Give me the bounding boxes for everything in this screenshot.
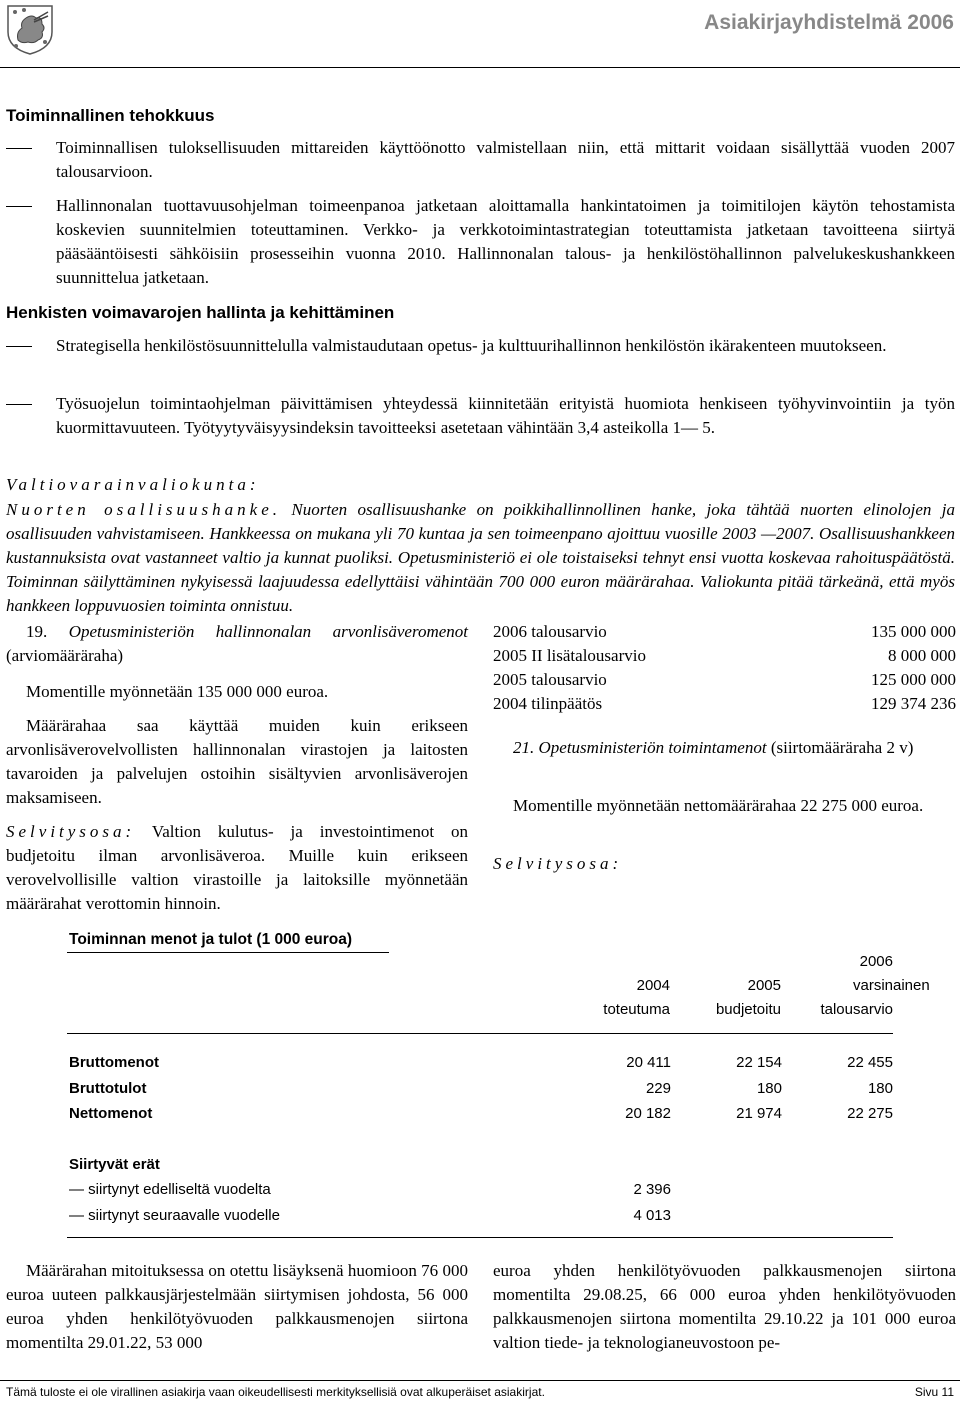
col-label: toteutuma	[603, 1001, 670, 1018]
committee-label: Valtiovarainvaliokunta:	[6, 475, 260, 494]
budget-value: 125 000 000	[871, 670, 956, 689]
cell-2004: 229	[645, 1079, 671, 1097]
row-label: Nettomenot	[69, 1105, 153, 1122]
committee-sub-label: Nuorten osallisuushanke.	[6, 500, 281, 519]
budget-row	[493, 644, 956, 668]
transfers-title: Siirtyvät erät	[69, 1155, 160, 1173]
row-label: Bruttotulot	[69, 1079, 147, 1097]
item-19-usage: Määrärahaa saa käyttää muiden kuin erikseen arvonlisäverovelvollisten hallinnonalan virastojen ja laitosten tavaroiden ja palvelujen ostoihin sisältyvien arvonlisäverojen maksamiseen.	[6, 716, 468, 807]
bottom-right-text: euroa yhden henkilötyövuoden palkkausmenojen siirtona momentilta 29.08.25, 66 000 euroa yhden henkilötyövuoden palkkausmenojen siirtona momentilta 29.10.22 ja 101 000 euroa valtion tiede- ja teknologianeuvostoon pe-	[493, 1261, 956, 1352]
budget-label: 2004 tilinpäätös	[493, 694, 603, 713]
coat-of-arms-logo	[4, 2, 56, 56]
header-divider	[0, 67, 960, 68]
item-21-title: Opetusministeriön toimintamenot	[538, 738, 767, 757]
ops-table-title: Toiminnan menot ja tulot (1 000 euroa)	[69, 931, 353, 948]
ops-table-body	[69, 1050, 893, 1228]
item-21-heading	[493, 736, 956, 760]
bullet-dash	[6, 206, 32, 207]
col-header-2004	[560, 974, 670, 1022]
table-row	[69, 1203, 893, 1229]
table-row	[69, 1050, 893, 1076]
bullet-text: Hallinnonalan tuottavuusohjelman toimeenpanoa jatketaan aloittamalla hankintatoimen ja toimitilojen käytön tehostamista koskevien suunnitelmien toteuttaminen. Verkko- ja verkkotoimintastrategian toteuttamista jatketaan tavoitteena siirtyä pääsääntöisesti sähköisiin prosesseihin vuonna 2010. Hallinnonalan talous- ja henkilöstöhallinnon palvelukeskushankkeen suunnittelua jatketaan.	[56, 196, 955, 287]
item-21-number: 21.	[513, 738, 535, 757]
committee-body: Nuorten osallisuushanke on poikkihallinnollinen hanke, joka tähtää nuorten elinolojen ja osallisuuden vahvistamiseen. Hankkeessa on mukana yli 70 kuntaa ja sen toimeenpano ajoittuu vuosille 2003 —2007. Osallisuushankkeen kustannuksista ovat vastanneet valtio ja kunnat puoliksi. Opetusministeriö ei ole toistaiseksi tehnyt ensi vuotta koskevaa rahoituspäätöstä. Toiminnan säilyttäminen nykyisessä laajuudessa edellyttäisi vähintään 700 000 euron määrärahaa. Valiokunta pitää tärkeänä, että myös hankkeen loppuvuosien toiminta onnistuu.	[6, 500, 956, 615]
row-label: Bruttomenot	[69, 1054, 159, 1071]
cell-2004: 2 396	[633, 1181, 671, 1198]
cell-2004: 4 013	[633, 1206, 671, 1224]
cell-2006: 180	[867, 1079, 893, 1097]
footer-divider	[0, 1380, 960, 1381]
row-label: — siirtynyt seuraavalle vuodelle	[69, 1206, 280, 1224]
budget-label: 2005 II lisätalousarvio	[493, 646, 646, 665]
budget-label: 2005 talousarvio	[493, 670, 607, 689]
cell-2004: 20 411	[626, 1054, 671, 1071]
bottom-left-text: Määrärahan mitoituksessa on otettu lisäyksenä huomioon 76 000 euroa uuteen palkkausjärjestelmään siirtymisen johdosta, 56 000 euroa yhden henkilötyövuoden palkkausmenojen siirtona momentilta 29.01.22, 53 000	[6, 1261, 468, 1352]
ops-table-title-rule	[67, 952, 389, 953]
budget-row	[493, 692, 956, 716]
cell-2005: 22 154	[736, 1054, 782, 1071]
committee-text	[6, 498, 955, 618]
item-19-type: (arviomääräraha)	[6, 646, 124, 665]
budget-label: 2006 talousarvio	[493, 622, 607, 641]
document-title: Asiakirjayhdistelmä 2006	[704, 11, 954, 34]
col-year: 2006 varsinainen	[853, 953, 930, 994]
bullet-text: Työsuojelun toimintaohjelman päivittämisen yhteydessä kiinnitetään erityistä huomiota henkiseen työhyvinvointiin ja työn kuormittavuuteen. Työtyytyväisyysindeksin tavoitteeksi asetetaan vähintään 3,4 asteikolla 1— 5.	[56, 394, 955, 437]
budget-table	[493, 620, 956, 716]
table-row	[69, 1076, 893, 1102]
ops-table-header-rule	[67, 1033, 893, 1034]
lion-coat-of-arms-icon	[4, 2, 56, 56]
item-19-heading	[6, 620, 468, 668]
cell-2005: 21 974	[736, 1105, 782, 1122]
bullet-dash	[6, 346, 32, 347]
right-selvitys-label: Selvitysosa:	[493, 854, 623, 873]
budget-row	[493, 620, 956, 644]
selvitys-label: Selvitysosa:	[6, 822, 136, 841]
left-selvitys	[6, 820, 468, 916]
bullet-dash	[6, 404, 32, 405]
col-year: 2005	[747, 977, 781, 994]
row-label: — siirtynyt edelliseltä vuodelta	[69, 1181, 271, 1198]
section-heading: Toiminnallinen tehokkuus	[6, 106, 215, 125]
col-year: 2004	[636, 977, 670, 994]
budget-row	[493, 668, 956, 692]
section-heading: Henkisten voimavarojen hallinta ja kehittäminen	[6, 303, 395, 322]
item-21-type: (siirtomääräraha 2 v)	[770, 738, 914, 757]
item-21-amount: Momentille myönnetään nettomäärärahaa 22 275 000 euroa.	[513, 796, 924, 815]
footer-disclaimer: Tämä tuloste ei ole virallinen asiakirja vaan oikeudellisesti merkityksellisiä ovat alkuperäiset asiakirjat.	[6, 1385, 545, 1399]
bullet-dash	[6, 148, 32, 149]
cell-2004: 20 182	[625, 1105, 671, 1122]
cell-2005: 180	[756, 1079, 782, 1097]
col-label: budjetoitu	[715, 1001, 781, 1018]
item-19-number: 19.	[26, 622, 48, 641]
col-header-2005	[670, 974, 781, 1022]
bullet-text: Strategisella henkilöstösuunnittelulla valmistaudutaan opetus- ja kulttuurihallinnon henkilöstön ikärakenteen muutokseen.	[56, 336, 887, 355]
table-row	[69, 1101, 893, 1127]
budget-value: 129 374 236	[871, 694, 956, 713]
col-header-2006	[790, 950, 930, 1022]
cell-2006: 22 275	[847, 1105, 893, 1122]
budget-value: 8 000 000	[888, 646, 956, 665]
item-19-title: Opetusministeriön hallinnonalan arvonlisäveromenot	[68, 622, 468, 641]
table-row	[69, 1177, 893, 1203]
budget-value: 135 000 000	[871, 622, 956, 641]
cell-2006: 22 455	[847, 1054, 893, 1071]
selvitys-text: Valtion kulutus- ja investointimenot on budjetoitu ilman arvonlisäveroa. Muille kuin erikseen verovelvollisille valtion virastoille ja laitoksille myönnetään määrärahat verottomin hinnoin.	[6, 822, 468, 913]
ops-table-bottom-rule	[67, 1237, 893, 1238]
col-label: talousarvio	[820, 1001, 893, 1018]
bullet-text: Toiminnallisen tuloksellisuuden mittareiden käyttöönotto valmistellaan niin, että mittarit voidaan sisällyttää vuoden 2007 talousarvioon.	[56, 138, 955, 181]
page-number: Sivu 11	[914, 1385, 954, 1399]
item-19-amount: Momentille myönnetään 135 000 000 euroa.	[26, 682, 329, 701]
